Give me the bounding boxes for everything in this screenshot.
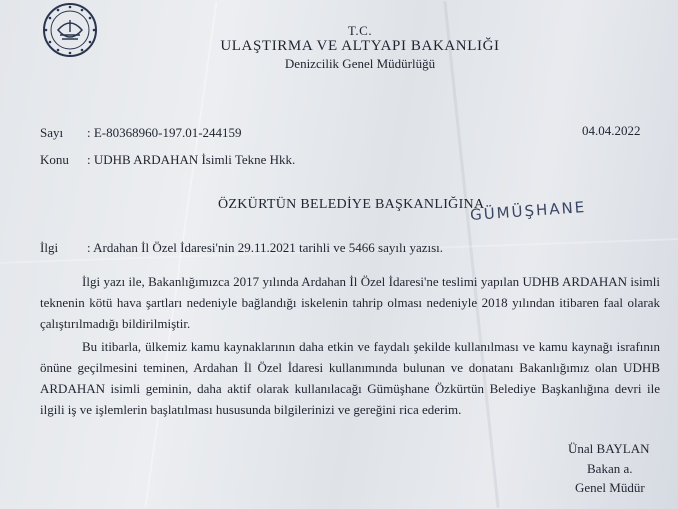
signatory-role: Bakan a. (587, 461, 633, 476)
ministry-seal-icon (38, 2, 102, 58)
body-paragraph-2 (40, 336, 660, 420)
addressee: ÖZKÜRTÜN BELEDİYE BAŞKANLIĞINA (218, 197, 485, 212)
sayi-label: Sayı (40, 125, 64, 140)
ministry-heading: ULAŞTIRMA VE ALTYAPI BAKANLIĞI (220, 38, 500, 54)
country-heading: T.C. (347, 23, 373, 38)
paragraph-2-text: Bu itibarla, ülkemiz kamu kaynaklarının daha etkin ve faydalı şekilde kullanılması ve kamu kaynağı israfının önüne geçilmesini teminen, Ardahan İl Özel İdaresi kullanımında bulunan ve donatanı Bakanlığımız olan UDHB ARDAHAN isimli geminin, daha aktif olarak kullanılacağı Gümüşhane Özkürtün Belediye Başkanlığına devri ile ilgili iş ve işlemlerin başlatılması hususunda bilgilerinizi ve gereğini rica ederim. (40, 339, 660, 417)
signatory-title: Genel Müdür (575, 480, 645, 495)
handwritten-annotation: GÜMÜŞHANE (469, 197, 587, 225)
signatory-name: Ünal BAYLAN (568, 441, 650, 456)
konu-label: Konu (40, 152, 69, 167)
sayi-value: : E-80368960-197.01-244159 (87, 125, 242, 140)
paragraph-1-text: İlgi yazı ile, Bakanlığımızca 2017 yılında Ardahan İl Özel İdaresi'ne teslimi yapılan UDHB ARDAHAN isimli teknenin kötü hava şartları nedeniyle bağlandığı iskelenin tahrip olması nedeniyle 2018 yılından itibaren faal olarak çalıştırılmadığı bildirilmiştir. (40, 274, 660, 331)
document-date: 04.04.2022 (582, 123, 641, 138)
ilgi-label: İlgi (40, 240, 59, 255)
department-heading: Denizcilik Genel Müdürlüğü (284, 56, 436, 71)
konu-value: : UDHB ARDAHAN İsimli Tekne Hkk. (87, 152, 296, 167)
ilgi-value: : Ardahan İl Özel İdaresi'nin 29.11.2021 tarihli ve 5466 sayılı yazısı. (87, 240, 444, 255)
body-paragraph-1 (40, 271, 660, 334)
paper-fold (443, 1, 499, 508)
